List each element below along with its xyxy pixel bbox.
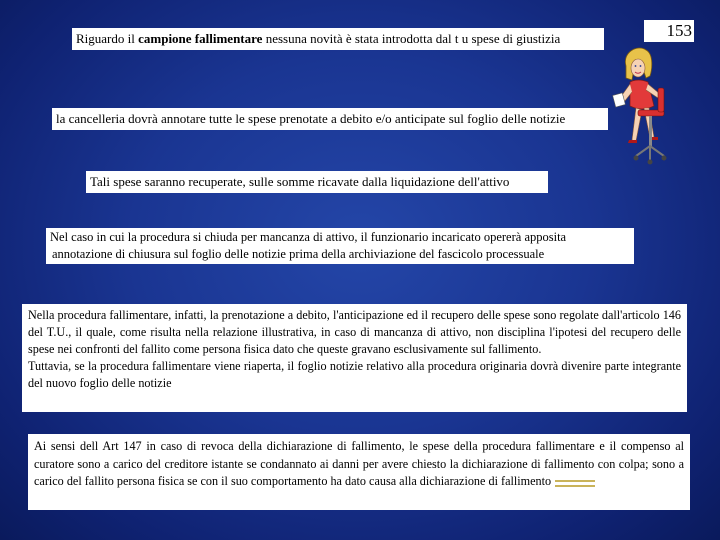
text-box-revoca	[28, 434, 690, 510]
box5-paragraph-1: Nella procedura fallimentare, infatti, la prenotazione a debito, l'anticipazione ed il recupero delle spese sono regolate dall'articolo 146 del T.U., il quale, come risulta nella relazione illustrativa, in caso di mancanza di attivo, non disciplina l'ipotesi del recupero delle spese nei confronti del fallito come persona fisica dato che queste gravano esclusivamente sul fallimento.	[28, 308, 681, 356]
box5-paragraph-2: Tuttavia, se la procedura fallimentare viene riaperta, il foglio notizie relativo alla procedura originaria dovrà divenire parte integrante del nuovo foglio delle notizie	[28, 359, 681, 390]
double-line-decoration	[555, 480, 595, 487]
text-box-recupero	[86, 171, 548, 193]
box4-line-2: annotazione di chiusura sul foglio delle notizie prima della archiviazione del fascicolo processuale	[52, 247, 545, 261]
box1-text-before: Riguardo il	[76, 31, 139, 46]
box4-line-1: Nel caso in cui la procedura si chiuda per mancanza di attivo, il funzionario incaricato opererà apposita	[50, 230, 567, 244]
box6-text: Ai sensi dell Art 147 in caso di revoca della dichiarazione di fallimento, le spese della procedura fallimentare e il compenso al curatore sono a carico del creditore istante se condannato ai danni per avere chiesto la dichiarazione di fallimento con colpa; sono a carico del fallito persona fisica se con il suo comportamento ha dato causa alla dichiarazione di fallimento	[34, 439, 684, 488]
secretary-on-chair-clipart	[612, 44, 674, 170]
box1-text-after: nessuna novità è stata introdotta dal t u spese di giustizia	[262, 31, 561, 46]
box1-bold-term: campione fallimentare	[138, 31, 263, 46]
text-box-chiusura	[46, 228, 634, 264]
slide-number: 153	[644, 20, 694, 42]
text-box-procedura	[22, 304, 687, 412]
box3-text: Tali spese saranno recuperate, sulle somme ricavate dalla liquidazione dell'attivo	[90, 174, 510, 189]
text-box-cancelleria	[52, 108, 608, 130]
box2-text: la cancelleria dovrà annotare tutte le spese prenotate a debito e/o anticipate sul foglio delle notizie	[56, 111, 566, 126]
text-box-campione	[72, 28, 604, 50]
